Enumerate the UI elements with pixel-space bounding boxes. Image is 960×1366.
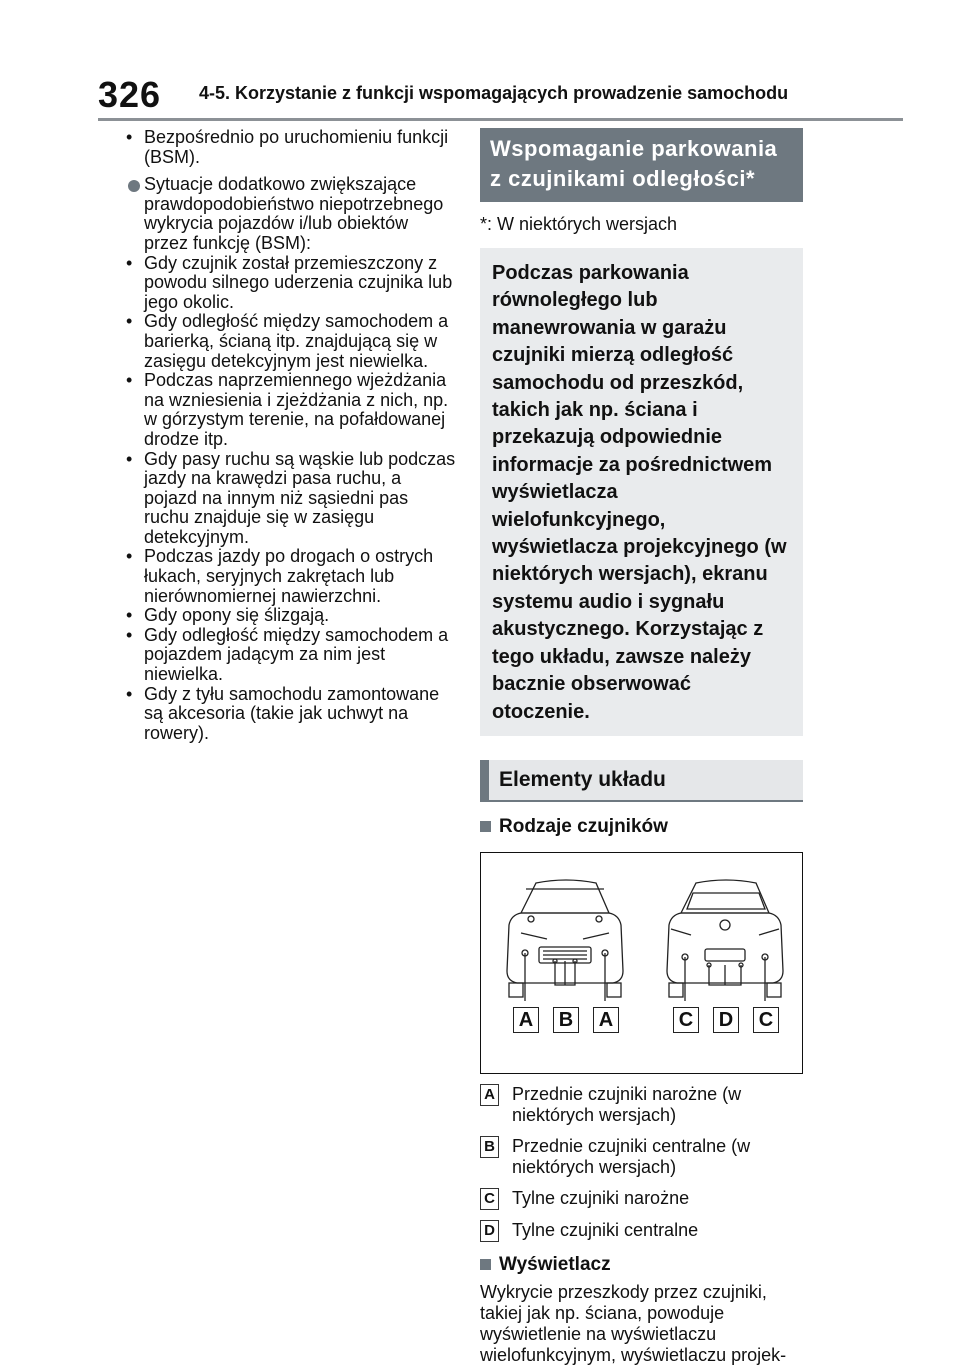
title-line-2: z czujnikami odległości* <box>490 166 756 191</box>
list-item-text: Gdy odległość między samochodem a barierką, ścianą itp. znajdującą się w zasięgu detekcyjnym jest niewielka. <box>144 311 449 371</box>
list-item <box>117 254 457 313</box>
front-car-icon <box>507 880 623 1001</box>
diagram-label-a: A <box>593 1007 619 1033</box>
circle-bullet-icon <box>128 180 140 192</box>
list-item <box>117 312 457 371</box>
right-column <box>480 128 803 1366</box>
square-bullet-icon <box>480 821 491 832</box>
bullet-icon: • <box>126 624 133 645</box>
diagram-label-c: C <box>753 1007 779 1033</box>
legend-letter-badge: D <box>480 1220 499 1242</box>
subheading: Elementy układu <box>480 760 803 802</box>
subsection-heading-text: Wyświetlacz <box>499 1253 611 1275</box>
list-item <box>117 685 457 744</box>
bullet-icon: • <box>126 252 133 273</box>
bullet-icon: • <box>126 127 133 147</box>
legend-item <box>480 1136 803 1178</box>
list-item <box>117 626 457 685</box>
list-item-text: Gdy z tyłu samochodu zamontowane są akcesoria (takie jak uchwyt na rowery). <box>144 683 440 743</box>
legend-item <box>480 1188 803 1210</box>
section-title-box <box>480 128 803 202</box>
circle-heading <box>117 175 457 253</box>
subsection-heading <box>480 816 803 838</box>
list-item-text: Podczas naprzemiennego wjeżdżania na wzniesienia i zjeżdżania z nich, np. w górzystym terenie, na pofałdowanej drodze itp. <box>144 370 449 449</box>
list-item-text: Gdy pasy ruchu są wąskie lub podczas jazdy na krawędzi pasa ruchu, a pojazd na innym niż sąsiedni pas ruchu znajduje się w zasięgu detekcyjnym. <box>144 448 456 547</box>
circle-heading-text: Sytuacje dodatkowo zwiększające prawdopodobieństwo niepotrzebnego wykrycia pojazdów i/lub obiektów przez funkcję (BSM): <box>144 174 444 253</box>
subsection-heading <box>480 1254 803 1276</box>
page-number: 326 <box>98 74 162 115</box>
subsection-heading-text: Rodzaje czujników <box>499 815 668 837</box>
bullet-icon: • <box>126 683 133 704</box>
legend-text: Tylne czujniki centralne <box>512 1219 699 1240</box>
legend-letter-badge: C <box>480 1188 499 1210</box>
list-item <box>117 371 457 449</box>
summary-box: Podczas parkowania równoległego lub manewrowania w garażu czujniki mierzą odległość samochodu od przeszkód, takich jak np. ściana i przekazują odpowiednie informacje za pośrednictwem wyświetlacza wielofunkcyjnego, wyświetlacza projekcyjnego (w niektórych wersjach), ekranu systemu audio i sygnału akustycznego. Korzystając z tego układu, zawsze należy bacznie obserwować otoczenie. <box>480 248 803 736</box>
bullet-icon: • <box>126 311 133 332</box>
footnote: *: W niektórych wersjach <box>480 214 678 234</box>
legend-item <box>480 1084 803 1126</box>
diagram-label-c: C <box>673 1007 699 1033</box>
list-item <box>117 606 457 626</box>
legend-text: Tylne czujniki narożne <box>512 1187 690 1208</box>
square-bullet-icon <box>480 1259 491 1270</box>
title-line-1: Wspomaganie parkowania <box>490 136 778 161</box>
rear-car-icon <box>667 880 783 1001</box>
car-illustration <box>481 853 802 1071</box>
list-item <box>117 547 457 606</box>
list-item-text: Gdy czujnik został przemieszczony z powodu silnego uderzenia czujnika lub jego okolic. <box>144 252 453 312</box>
bullet-icon: • <box>126 370 133 391</box>
page-header <box>98 74 903 121</box>
legend-text: Przednie czujniki centralne (w niektórych wersjach) <box>512 1135 751 1177</box>
diagram-label-b: B <box>553 1007 579 1033</box>
body-paragraph: Wykrycie przeszkody przez czujniki, takiej jak np. ściana, powoduje wyświetlenie na wyświetlaczu wielofunkcyjnym, wyświetlaczu projek- <box>480 1281 787 1365</box>
section-title: 4-5. Korzystanie z funkcji wspomagających prowadzenie samochodu <box>199 83 789 103</box>
diagram-label-a: A <box>513 1007 539 1033</box>
legend-item <box>480 1220 803 1242</box>
list-item-text: Bezpośrednio po uruchomieniu funkcji (BSM). <box>144 127 449 167</box>
legend-letter-badge: A <box>480 1084 499 1106</box>
list-item-text: Gdy odległość między samochodem a pojazdem jadącym za nim jest niewielka. <box>144 624 449 685</box>
list-item <box>117 128 457 167</box>
legend-text: Przednie czujniki narożne (w niektórych wersjach) <box>512 1083 742 1125</box>
list-item-text: Gdy opony się ślizgają. <box>144 605 330 626</box>
bullet-icon: • <box>126 448 133 469</box>
bullet-icon: • <box>126 605 133 626</box>
diagram-label-d: D <box>713 1007 739 1033</box>
legend-letter-badge: B <box>480 1136 499 1158</box>
left-column <box>117 128 457 743</box>
list-item-text: Podczas jazdy po drogach o ostrych łukach, seryjnych zakrętach lub nierównomiernej nawierzchni. <box>144 546 434 606</box>
list-item <box>117 450 457 548</box>
sensor-diagram <box>480 852 803 1074</box>
bullet-icon: • <box>126 546 133 567</box>
